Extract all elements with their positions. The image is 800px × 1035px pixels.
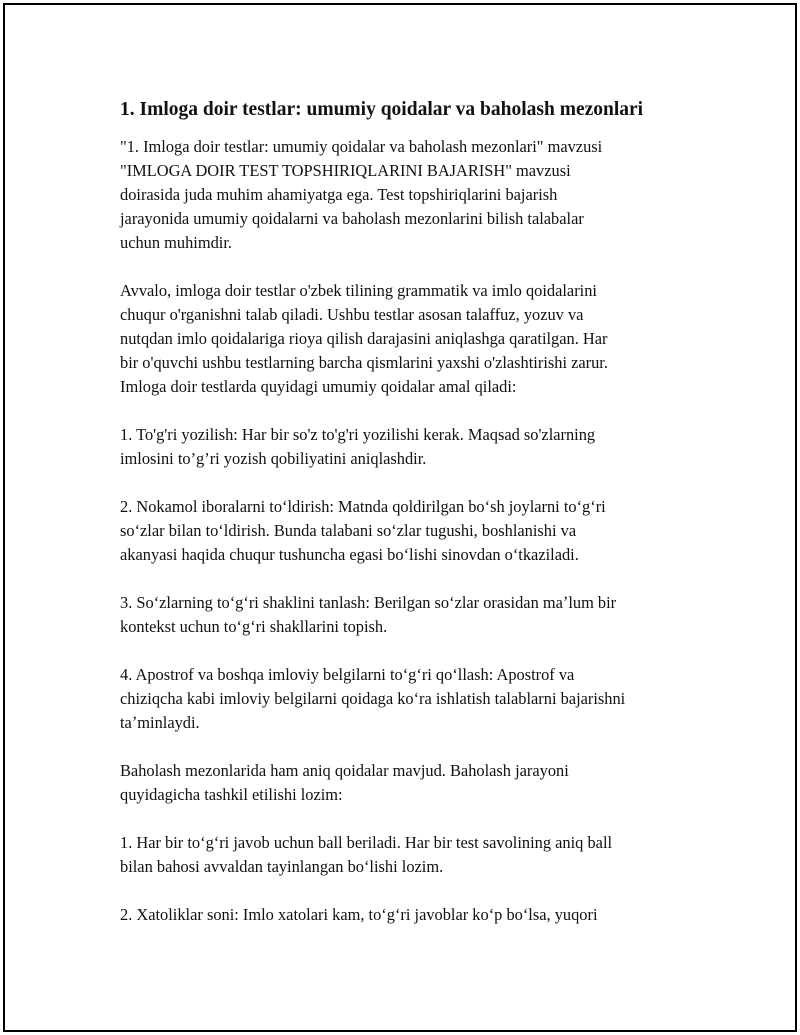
text-line: akanyasi haqida chuqur tushuncha egasi boʻlishi sinovdan oʻtkaziladi.	[120, 545, 579, 564]
section-heading: 1. Imloga doir testlar: umumiy qoidalar va baholash mezonlari	[120, 99, 644, 120]
paragraph-evaluation	[120, 759, 700, 807]
text-line: quyidagicha tashkil etilishi lozim:	[120, 785, 343, 804]
paragraph-criterion-2	[120, 903, 700, 927]
paragraph-rule-3	[120, 591, 700, 639]
text-line: imlosini to’g’ri yozish qobiliyatini aniqlashdir.	[120, 449, 427, 468]
text-line: 1. Har bir toʻgʻri javob uchun ball beriladi. Har bir test savolining aniq ball	[120, 833, 613, 852]
text-line: uchun muhimdir.	[120, 233, 232, 252]
text-line: 4. Apostrof va boshqa imloviy belgilarni toʻgʻri qoʻllash: Apostrof va	[120, 665, 575, 684]
text-line: Imloga doir testlarda quyidagi umumiy qoidalar amal qiladi:	[120, 377, 517, 396]
text-line: kontekst uchun toʻgʻri shakllarini topish.	[120, 617, 388, 636]
text-line: 1. To'g'ri yozilish: Har bir so'z to'g'ri yozilishi kerak. Maqsad so'zlarning	[120, 425, 596, 444]
paragraph-rule-4	[120, 663, 700, 735]
text-line: "1. Imloga doir testlar: umumiy qoidalar va baholash mezonlari" mavzusi	[120, 137, 603, 156]
text-line: 3. Soʻzlarning toʻgʻri shaklini tanlash: Berilgan soʻzlar orasidan maʼlum bir	[120, 593, 617, 612]
text-line: chiziqcha kabi imloviy belgilarni qoidaga koʻra ishlatish talablarni bajarishni	[120, 689, 626, 708]
text-line: soʻzlar bilan toʻldirish. Bunda talabani soʻzlar tugushi, boshlanishi va	[120, 521, 577, 540]
text-line: jarayonida umumiy qoidalarni va baholash mezonlarini bilish talabalar	[120, 209, 584, 228]
text-line: 2. Nokamol iboralarni toʻldirish: Matnda qoldirilgan boʻsh joylarni toʻgʻri	[120, 497, 606, 516]
text-line: taʼminlaydi.	[120, 713, 200, 732]
page-frame	[3, 3, 797, 1032]
paragraph-general-rules	[120, 279, 700, 399]
paragraph-criterion-1	[120, 831, 700, 879]
text-line: bilan bahosi avvaldan tayinlangan boʻlishi lozim.	[120, 857, 444, 876]
document-body	[120, 97, 700, 951]
text-line: 2. Xatoliklar soni: Imlo xatolari kam, toʻgʻri javoblar koʻp boʻlsa, yuqori	[120, 905, 598, 924]
text-line: "IMLOGA DOIR TEST TOPSHIRIQLARINI BAJARISH" mavzusi	[120, 161, 571, 180]
text-line: Baholash mezonlarida ham aniq qoidalar mavjud. Baholash jarayoni	[120, 761, 569, 780]
text-line: nutqdan imlo qoidalariga rioya qilish darajasini aniqlashga qaratilgan. Har	[120, 329, 608, 348]
text-line: doirasida juda muhim ahamiyatga ega. Test topshiriqlarini bajarish	[120, 185, 558, 204]
paragraph-rule-1	[120, 423, 700, 471]
paragraph-rule-2	[120, 495, 700, 567]
text-line: chuqur o'rganishni talab qiladi. Ushbu testlar asosan talaffuz, yozuv va	[120, 305, 584, 324]
text-line: bir o'quvchi ushbu testlarning barcha qismlarini yaxshi o'zlashtirishi zarur.	[120, 353, 608, 372]
text-line: Avvalo, imloga doir testlar o'zbek tilining grammatik va imlo qoidalarini	[120, 281, 597, 300]
paragraph-intro	[120, 135, 700, 255]
